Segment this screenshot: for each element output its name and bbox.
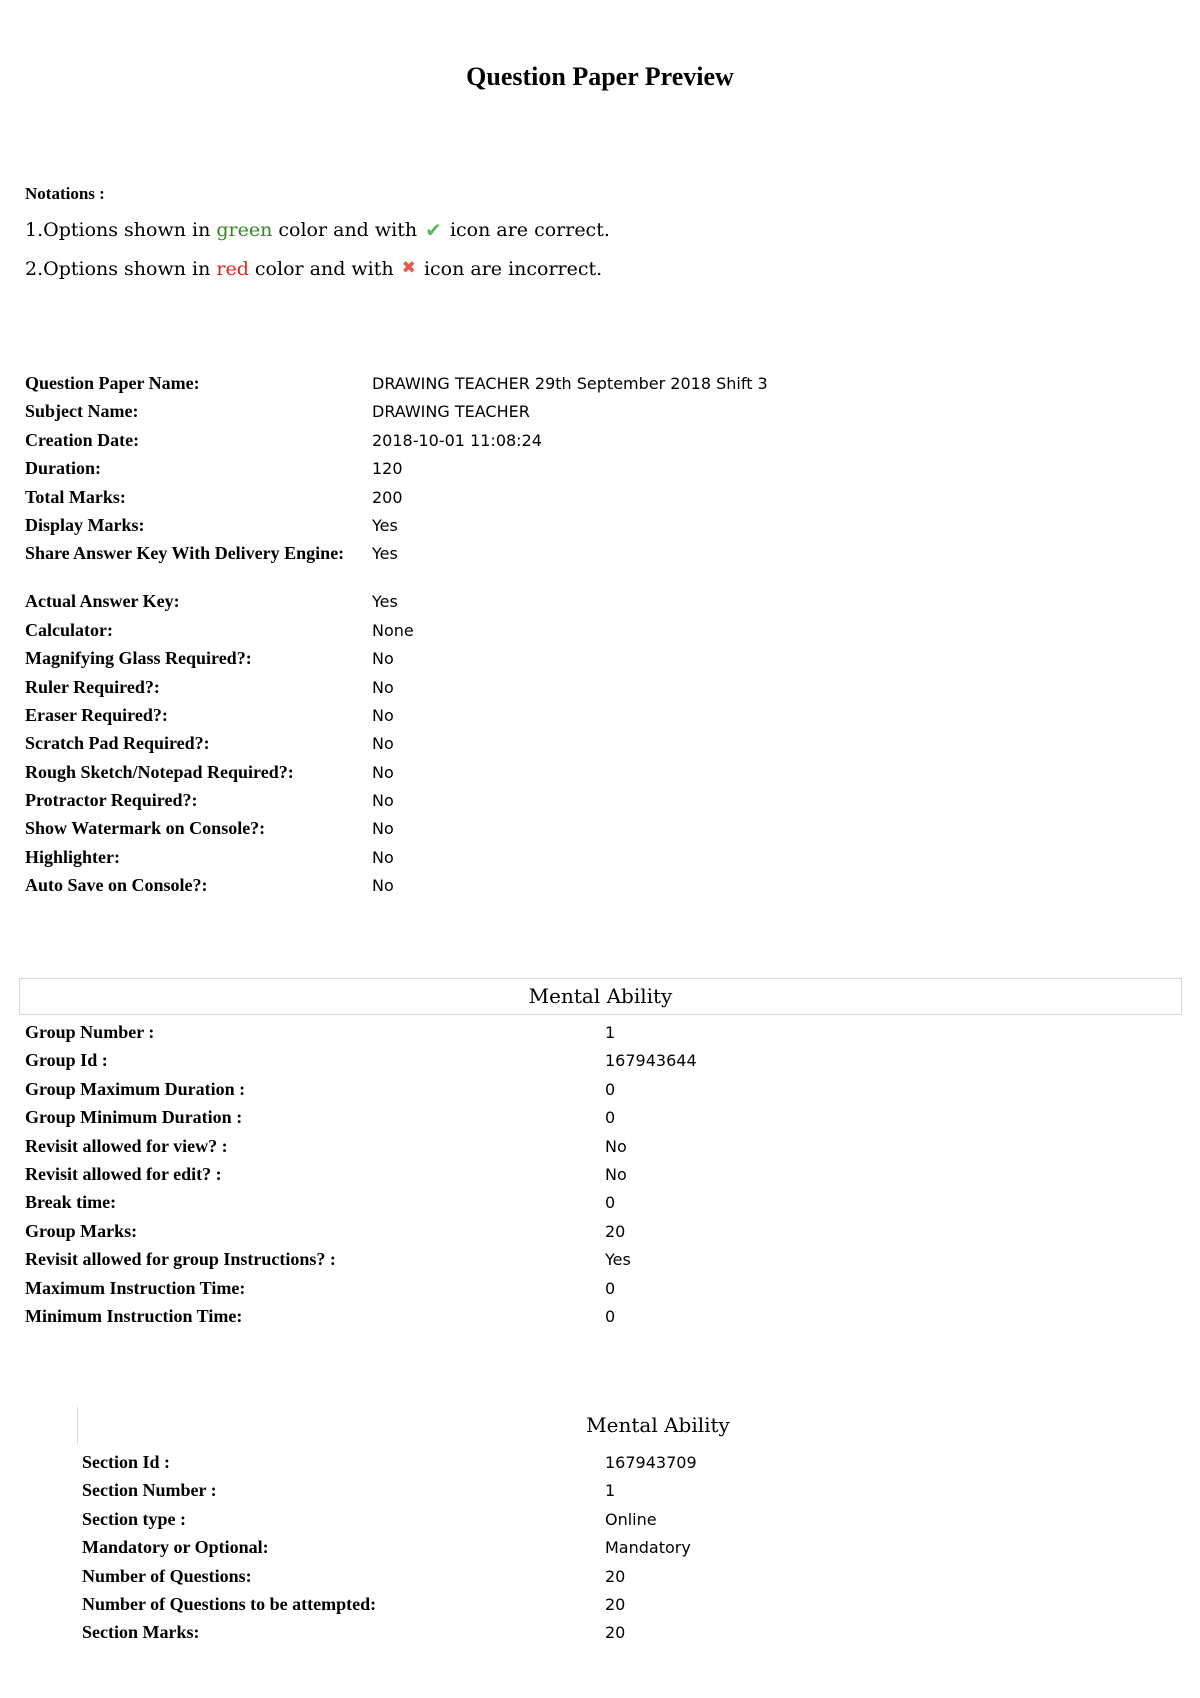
field-value: 167943644 bbox=[605, 1051, 697, 1071]
field-label: Revisit allowed for edit? : bbox=[25, 1163, 222, 1184]
field-value: No bbox=[372, 734, 394, 754]
group-detail-row bbox=[25, 1278, 697, 1306]
field-value: DRAWING TEACHER 29th September 2018 Shift 3 bbox=[372, 374, 768, 393]
paper-detail-row bbox=[25, 543, 768, 591]
field-value: Yes bbox=[605, 1250, 631, 1270]
paper-detail-row bbox=[25, 401, 768, 429]
field-value: 20 bbox=[605, 1594, 626, 1614]
paper-detail-row bbox=[25, 677, 768, 705]
field-value: 1 bbox=[605, 1023, 616, 1042]
field-value: 0 bbox=[605, 1079, 616, 1099]
paper-detail-row bbox=[25, 620, 768, 648]
cross-icon: ✖ bbox=[401, 258, 416, 278]
field-value: 0 bbox=[605, 1193, 616, 1213]
notations-heading: Notations : bbox=[25, 184, 105, 203]
field-value: 167943709 bbox=[605, 1453, 697, 1472]
field-label: Ruler Required?: bbox=[25, 676, 160, 697]
field-label: Highlighter: bbox=[25, 846, 120, 867]
field-label: Creation Date: bbox=[25, 429, 140, 450]
field-value: 2018-10-01 11:08:24 bbox=[372, 430, 542, 450]
group-detail-row bbox=[25, 1192, 697, 1220]
field-label: Magnifying Glass Required?: bbox=[25, 648, 252, 669]
field-value: Yes bbox=[372, 515, 398, 535]
field-label: Question Paper Name: bbox=[25, 373, 200, 393]
field-label: Section Number : bbox=[82, 1480, 217, 1501]
group-detail-row bbox=[25, 1022, 697, 1050]
group-detail-row bbox=[25, 1249, 697, 1277]
paper-detail-row bbox=[25, 515, 768, 543]
field-value: 200 bbox=[372, 487, 403, 507]
group-details bbox=[25, 1022, 697, 1334]
field-value: No bbox=[372, 705, 394, 725]
field-label: Rough Sketch/Notepad Required?: bbox=[25, 761, 294, 782]
group-detail-row bbox=[25, 1136, 697, 1164]
field-label: Show Watermark on Console?: bbox=[25, 818, 266, 839]
field-label: Share Answer Key With Delivery Engine: bbox=[25, 543, 345, 564]
field-value: 20 bbox=[605, 1221, 626, 1241]
field-label: Calculator: bbox=[25, 619, 113, 640]
field-label: Number of Questions to be attempted: bbox=[82, 1593, 377, 1614]
field-value: 0 bbox=[605, 1278, 616, 1298]
field-value: 0 bbox=[605, 1306, 616, 1326]
paper-detail-row bbox=[25, 373, 768, 401]
paper-detail-row bbox=[25, 430, 768, 458]
notation-text: 1.Options shown in bbox=[25, 219, 217, 241]
field-label: Revisit allowed for group Instructions? : bbox=[25, 1249, 336, 1270]
field-label: Auto Save on Console?: bbox=[25, 875, 208, 896]
paper-detail-row bbox=[25, 648, 768, 676]
field-value: No bbox=[605, 1136, 627, 1156]
section-detail-row bbox=[82, 1452, 697, 1480]
notation-text: icon are incorrect. bbox=[417, 258, 603, 280]
notation-text: 2.Options shown in bbox=[25, 258, 217, 280]
field-value: Mandatory bbox=[605, 1538, 691, 1558]
field-value: 20 bbox=[605, 1566, 626, 1586]
field-value: No bbox=[372, 762, 394, 782]
field-label: Group Id : bbox=[25, 1050, 108, 1071]
notation-text: icon are correct. bbox=[443, 219, 610, 241]
group-detail-row bbox=[25, 1050, 697, 1078]
paper-detail-row bbox=[25, 790, 768, 818]
field-label: Revisit allowed for view? : bbox=[25, 1135, 228, 1156]
field-value: No bbox=[372, 677, 394, 697]
field-label: Maximum Instruction Time: bbox=[25, 1277, 246, 1298]
group-detail-row bbox=[25, 1079, 697, 1107]
field-label: Number of Questions: bbox=[82, 1565, 252, 1586]
group-title: Mental Ability bbox=[19, 978, 1182, 1015]
paper-detail-row bbox=[25, 705, 768, 733]
group-detail-row bbox=[25, 1164, 697, 1192]
field-value: No bbox=[605, 1164, 627, 1184]
field-label: Section type : bbox=[82, 1508, 186, 1529]
section-detail-row bbox=[82, 1537, 697, 1565]
group-detail-row bbox=[25, 1221, 697, 1249]
field-label: Subject Name: bbox=[25, 401, 139, 422]
field-value: 1 bbox=[605, 1481, 616, 1501]
section-details bbox=[82, 1452, 697, 1651]
question-paper-details bbox=[25, 373, 768, 904]
field-label: Protractor Required?: bbox=[25, 790, 198, 811]
notation-text: color and with bbox=[272, 219, 424, 241]
field-value: No bbox=[372, 847, 394, 867]
section-detail-row bbox=[82, 1480, 697, 1508]
field-label: Group Number : bbox=[25, 1022, 155, 1042]
field-value: Yes bbox=[372, 544, 398, 564]
section-detail-row bbox=[82, 1594, 697, 1622]
notation-green-word: green bbox=[216, 219, 273, 241]
field-label: Group Maximum Duration : bbox=[25, 1078, 246, 1099]
section-detail-row bbox=[82, 1509, 697, 1537]
notation-red-word: red bbox=[216, 258, 249, 280]
field-label: Scratch Pad Required?: bbox=[25, 733, 210, 754]
field-value: Yes bbox=[372, 592, 398, 612]
field-label: Section Marks: bbox=[82, 1622, 200, 1643]
field-value: No bbox=[372, 649, 394, 669]
paper-detail-row bbox=[25, 487, 768, 515]
paper-detail-row bbox=[25, 875, 768, 903]
field-value: No bbox=[372, 791, 394, 811]
field-label: Duration: bbox=[25, 458, 101, 479]
paper-detail-row bbox=[25, 762, 768, 790]
page-title: Question Paper Preview bbox=[466, 62, 734, 91]
field-value: 20 bbox=[605, 1623, 626, 1643]
notation-incorrect bbox=[25, 249, 610, 288]
field-value: No bbox=[372, 876, 394, 896]
check-icon: ✔ bbox=[425, 218, 442, 242]
field-value: No bbox=[372, 819, 394, 839]
field-label: Group Minimum Duration : bbox=[25, 1107, 243, 1128]
group-detail-row bbox=[25, 1306, 697, 1334]
group-detail-row bbox=[25, 1107, 697, 1135]
paper-detail-row bbox=[25, 591, 768, 619]
field-label: Actual Answer Key: bbox=[25, 591, 180, 612]
field-label: Display Marks: bbox=[25, 514, 145, 535]
field-value: 120 bbox=[372, 459, 403, 479]
field-label: Section Id : bbox=[82, 1452, 171, 1472]
paper-detail-row bbox=[25, 818, 768, 846]
section-title: Mental Ability bbox=[586, 1413, 730, 1437]
section-detail-row bbox=[82, 1566, 697, 1594]
field-label: Total Marks: bbox=[25, 486, 126, 507]
field-label: Minimum Instruction Time: bbox=[25, 1305, 243, 1326]
paper-detail-row bbox=[25, 458, 768, 486]
notation-text: color and with bbox=[248, 258, 400, 280]
field-value: Online bbox=[605, 1509, 657, 1529]
field-label: Break time: bbox=[25, 1192, 117, 1213]
field-value: 0 bbox=[605, 1108, 616, 1128]
field-label: Group Marks: bbox=[25, 1220, 138, 1241]
notations-block bbox=[25, 184, 610, 288]
paper-detail-row bbox=[25, 847, 768, 875]
section-detail-row bbox=[82, 1622, 697, 1650]
field-value: None bbox=[372, 620, 414, 640]
notation-correct bbox=[25, 211, 610, 249]
paper-detail-row bbox=[25, 733, 768, 761]
field-value: DRAWING TEACHER bbox=[372, 402, 530, 422]
field-label: Eraser Required?: bbox=[25, 704, 168, 725]
field-label: Mandatory or Optional: bbox=[82, 1537, 269, 1558]
